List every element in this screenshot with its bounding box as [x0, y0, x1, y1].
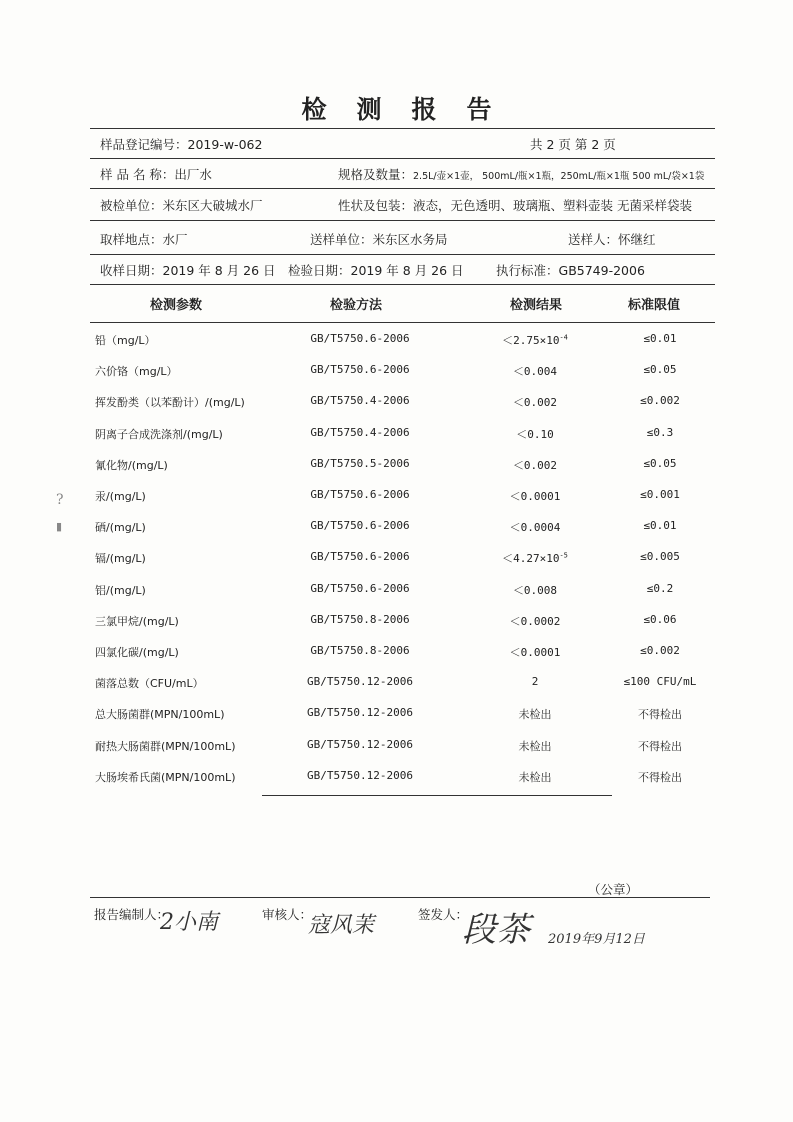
- sample-name-label: 样 品 名 称：: [100, 167, 175, 182]
- row-result-value: ＜0.008: [512, 584, 558, 597]
- row-method: GB/T5750.6-2006: [310, 363, 410, 376]
- received-label: 收样日期：: [100, 263, 163, 278]
- row-limit: ≤100 CFU/mL: [623, 675, 697, 688]
- sample-no-label: 样品登记编号：: [100, 137, 188, 152]
- row-result: [460, 457, 610, 473]
- row-param: 耐热大肠菌群(MPN/100mL): [95, 740, 236, 753]
- table-header-rule: [90, 322, 715, 323]
- row-param: 铅（mg/L）: [95, 334, 156, 347]
- row-result: [460, 332, 610, 348]
- spec-label: 规格及数量：: [338, 167, 414, 182]
- header-rule: [90, 220, 715, 221]
- row-result-exponent: -5: [559, 551, 568, 560]
- row-result-value: 未检出: [518, 771, 552, 784]
- packaging: [338, 196, 692, 214]
- row-result-value: ＜0.0002: [509, 615, 561, 628]
- row-limit: ≤0.01: [643, 332, 677, 345]
- row-limit: ≤0.06: [643, 613, 677, 626]
- standard: [496, 261, 645, 279]
- row-result-value: 未检出: [518, 740, 552, 753]
- standard-value: GB5749-2006: [558, 263, 645, 278]
- spec: [338, 165, 704, 183]
- sender-unit-value: 米东区水务局: [372, 232, 448, 247]
- sender-unit-label: 送样单位：: [310, 232, 373, 247]
- packaging-value: 液态，无色透明、玻璃瓶、塑料壶装 无菌采样袋装: [413, 198, 692, 213]
- reviewer-label: 审核人：: [262, 907, 313, 922]
- row-method: GB/T5750.12-2006: [307, 738, 413, 751]
- row-result-value: ＜0.002: [512, 459, 558, 472]
- row-param: 阴离子合成洗涤剂/(mg/L): [95, 428, 223, 441]
- row-result: [460, 582, 610, 598]
- row-param: 总大肠菌群(MPN/100mL): [95, 708, 225, 721]
- row-result-value: 2: [531, 675, 539, 688]
- row-param: 菌落总数（CFU/mL）: [95, 677, 204, 690]
- test-date-value: 2019 年 8 月 26 日: [350, 263, 464, 278]
- row-param: 三氯甲烷/(mg/L): [95, 615, 179, 628]
- seal: （公章）: [588, 882, 639, 897]
- row-result: [460, 613, 610, 629]
- inspected-unit-label: 被检单位：: [100, 198, 163, 213]
- row-method: GB/T5750.8-2006: [310, 644, 410, 657]
- spec-value: 2.5L/壶×1壶， 500mL/瓶×1瓶，250mL/瓶×1瓶 500 mL/袋×1袋: [413, 171, 705, 182]
- header-rule: [90, 254, 715, 255]
- row-result: [460, 426, 610, 442]
- row-result: [460, 394, 610, 410]
- sampling-site: [100, 230, 188, 248]
- sample-no: [100, 135, 262, 153]
- reviewer-signature: 寇风茉: [308, 913, 375, 938]
- row-limit: 不得检出: [638, 771, 682, 784]
- sampling-site-label: 取样地点：: [100, 232, 163, 247]
- sign-date: 2019年9月12日: [548, 932, 645, 947]
- row-param: 氰化物/(mg/L): [95, 459, 168, 472]
- row-param: 铝/(mg/L): [95, 584, 146, 597]
- row-method: GB/T5750.12-2006: [307, 706, 413, 719]
- row-method: GB/T5750.6-2006: [310, 488, 410, 501]
- row-param: 四氯化碳/(mg/L): [95, 646, 179, 659]
- row-method: GB/T5750.12-2006: [307, 769, 413, 782]
- row-limit: ≤0.002: [640, 644, 680, 657]
- row-result: [460, 363, 610, 379]
- row-method: GB/T5750.12-2006: [307, 675, 413, 688]
- row-result: [460, 488, 610, 504]
- test-date-label: 检验日期：: [288, 263, 351, 278]
- row-result: [460, 519, 610, 535]
- row-limit: 不得检出: [638, 708, 682, 721]
- table-bottom-rule: [262, 795, 612, 796]
- sender: [568, 230, 656, 248]
- row-param: 六价铬（mg/L）: [95, 365, 178, 378]
- row-result: [460, 675, 610, 688]
- sender-label: 送样人：: [568, 232, 619, 247]
- header-rule: [90, 128, 715, 129]
- sender-value: 怀继红: [618, 232, 656, 247]
- row-param: 汞/(mg/L): [95, 490, 146, 503]
- row-method: GB/T5750.5-2006: [310, 457, 410, 470]
- row-result-value: ＜0.002: [512, 396, 558, 409]
- sample-no-value: 2019-w-062: [187, 137, 263, 152]
- row-result-value: ＜0.10: [516, 428, 554, 441]
- header-rule: [90, 188, 715, 189]
- row-limit: ≤0.002: [640, 394, 680, 407]
- row-result: [460, 644, 610, 660]
- row-limit: ≤0.005: [640, 550, 680, 563]
- col-header-param: 检测参数: [150, 298, 203, 313]
- row-param: 大肠埃希氏菌(MPN/100mL): [95, 771, 236, 784]
- issuer-signature: 段茶: [462, 910, 530, 950]
- row-result-value: ＜0.0004: [509, 521, 561, 534]
- row-method: GB/T5750.6-2006: [310, 332, 410, 345]
- row-limit: ≤0.01: [643, 519, 677, 532]
- row-result: [460, 706, 610, 722]
- row-method: GB/T5750.4-2006: [310, 394, 410, 407]
- margin-mark-dot: ▮: [56, 520, 63, 533]
- row-result: [460, 738, 610, 754]
- row-limit: ≤0.001: [640, 488, 680, 501]
- row-result-value: ＜0.004: [512, 365, 558, 378]
- sampling-site-value: 水厂: [162, 232, 188, 247]
- row-limit: ≤0.05: [643, 457, 677, 470]
- col-header-limit: 标准限值: [628, 298, 681, 313]
- standard-label: 执行标准：: [496, 263, 559, 278]
- row-method: GB/T5750.4-2006: [310, 426, 410, 439]
- footer-rule: [90, 897, 710, 898]
- report-title: 检测报告: [301, 95, 522, 124]
- inspected-unit-value: 米东区大破城水厂: [162, 198, 263, 213]
- sender-unit: [310, 230, 448, 248]
- row-method: GB/T5750.8-2006: [310, 613, 410, 626]
- sample-name-value: 出厂水: [174, 167, 212, 182]
- test-date: [288, 261, 464, 279]
- row-result-value: ＜0.0001: [509, 490, 561, 503]
- margin-mark: ?: [56, 492, 64, 508]
- header-rule: [90, 158, 715, 159]
- row-result-value: 未检出: [518, 708, 552, 721]
- compiler-signature: 2小南: [160, 910, 218, 935]
- received-value: 2019 年 8 月 26 日: [162, 263, 276, 278]
- row-result-value: ＜4.27×10: [502, 552, 560, 565]
- row-method: GB/T5750.6-2006: [310, 550, 410, 563]
- row-result: [460, 769, 610, 785]
- row-limit: ≤0.2: [646, 582, 674, 595]
- header-rule: [90, 284, 715, 285]
- compiler-label: 报告编制人：: [94, 907, 170, 922]
- received-date: [100, 261, 276, 279]
- row-result-value: ＜2.75×10: [502, 334, 560, 347]
- col-header-method: 检验方法: [330, 298, 383, 313]
- page-info: 共 2 页 第 2 页: [530, 137, 616, 152]
- row-result-exponent: -4: [559, 333, 568, 342]
- row-limit: 不得检出: [638, 740, 682, 753]
- row-method: GB/T5750.6-2006: [310, 519, 410, 532]
- row-param: 挥发酚类（以苯酚计）/(mg/L): [95, 396, 245, 409]
- row-result: [460, 550, 610, 566]
- row-limit: ≤0.05: [643, 363, 677, 376]
- inspected-unit: [100, 196, 263, 214]
- row-method: GB/T5750.6-2006: [310, 582, 410, 595]
- row-param: 镉/(mg/L): [95, 552, 146, 565]
- col-header-result: 检测结果: [510, 298, 563, 313]
- row-limit: ≤0.3: [646, 426, 674, 439]
- packaging-label: 性状及包装：: [338, 198, 414, 213]
- row-result-value: ＜0.0001: [509, 646, 561, 659]
- row-param: 硒/(mg/L): [95, 521, 146, 534]
- sample-name: [100, 165, 212, 183]
- issuer-label: 签发人：: [418, 907, 469, 922]
